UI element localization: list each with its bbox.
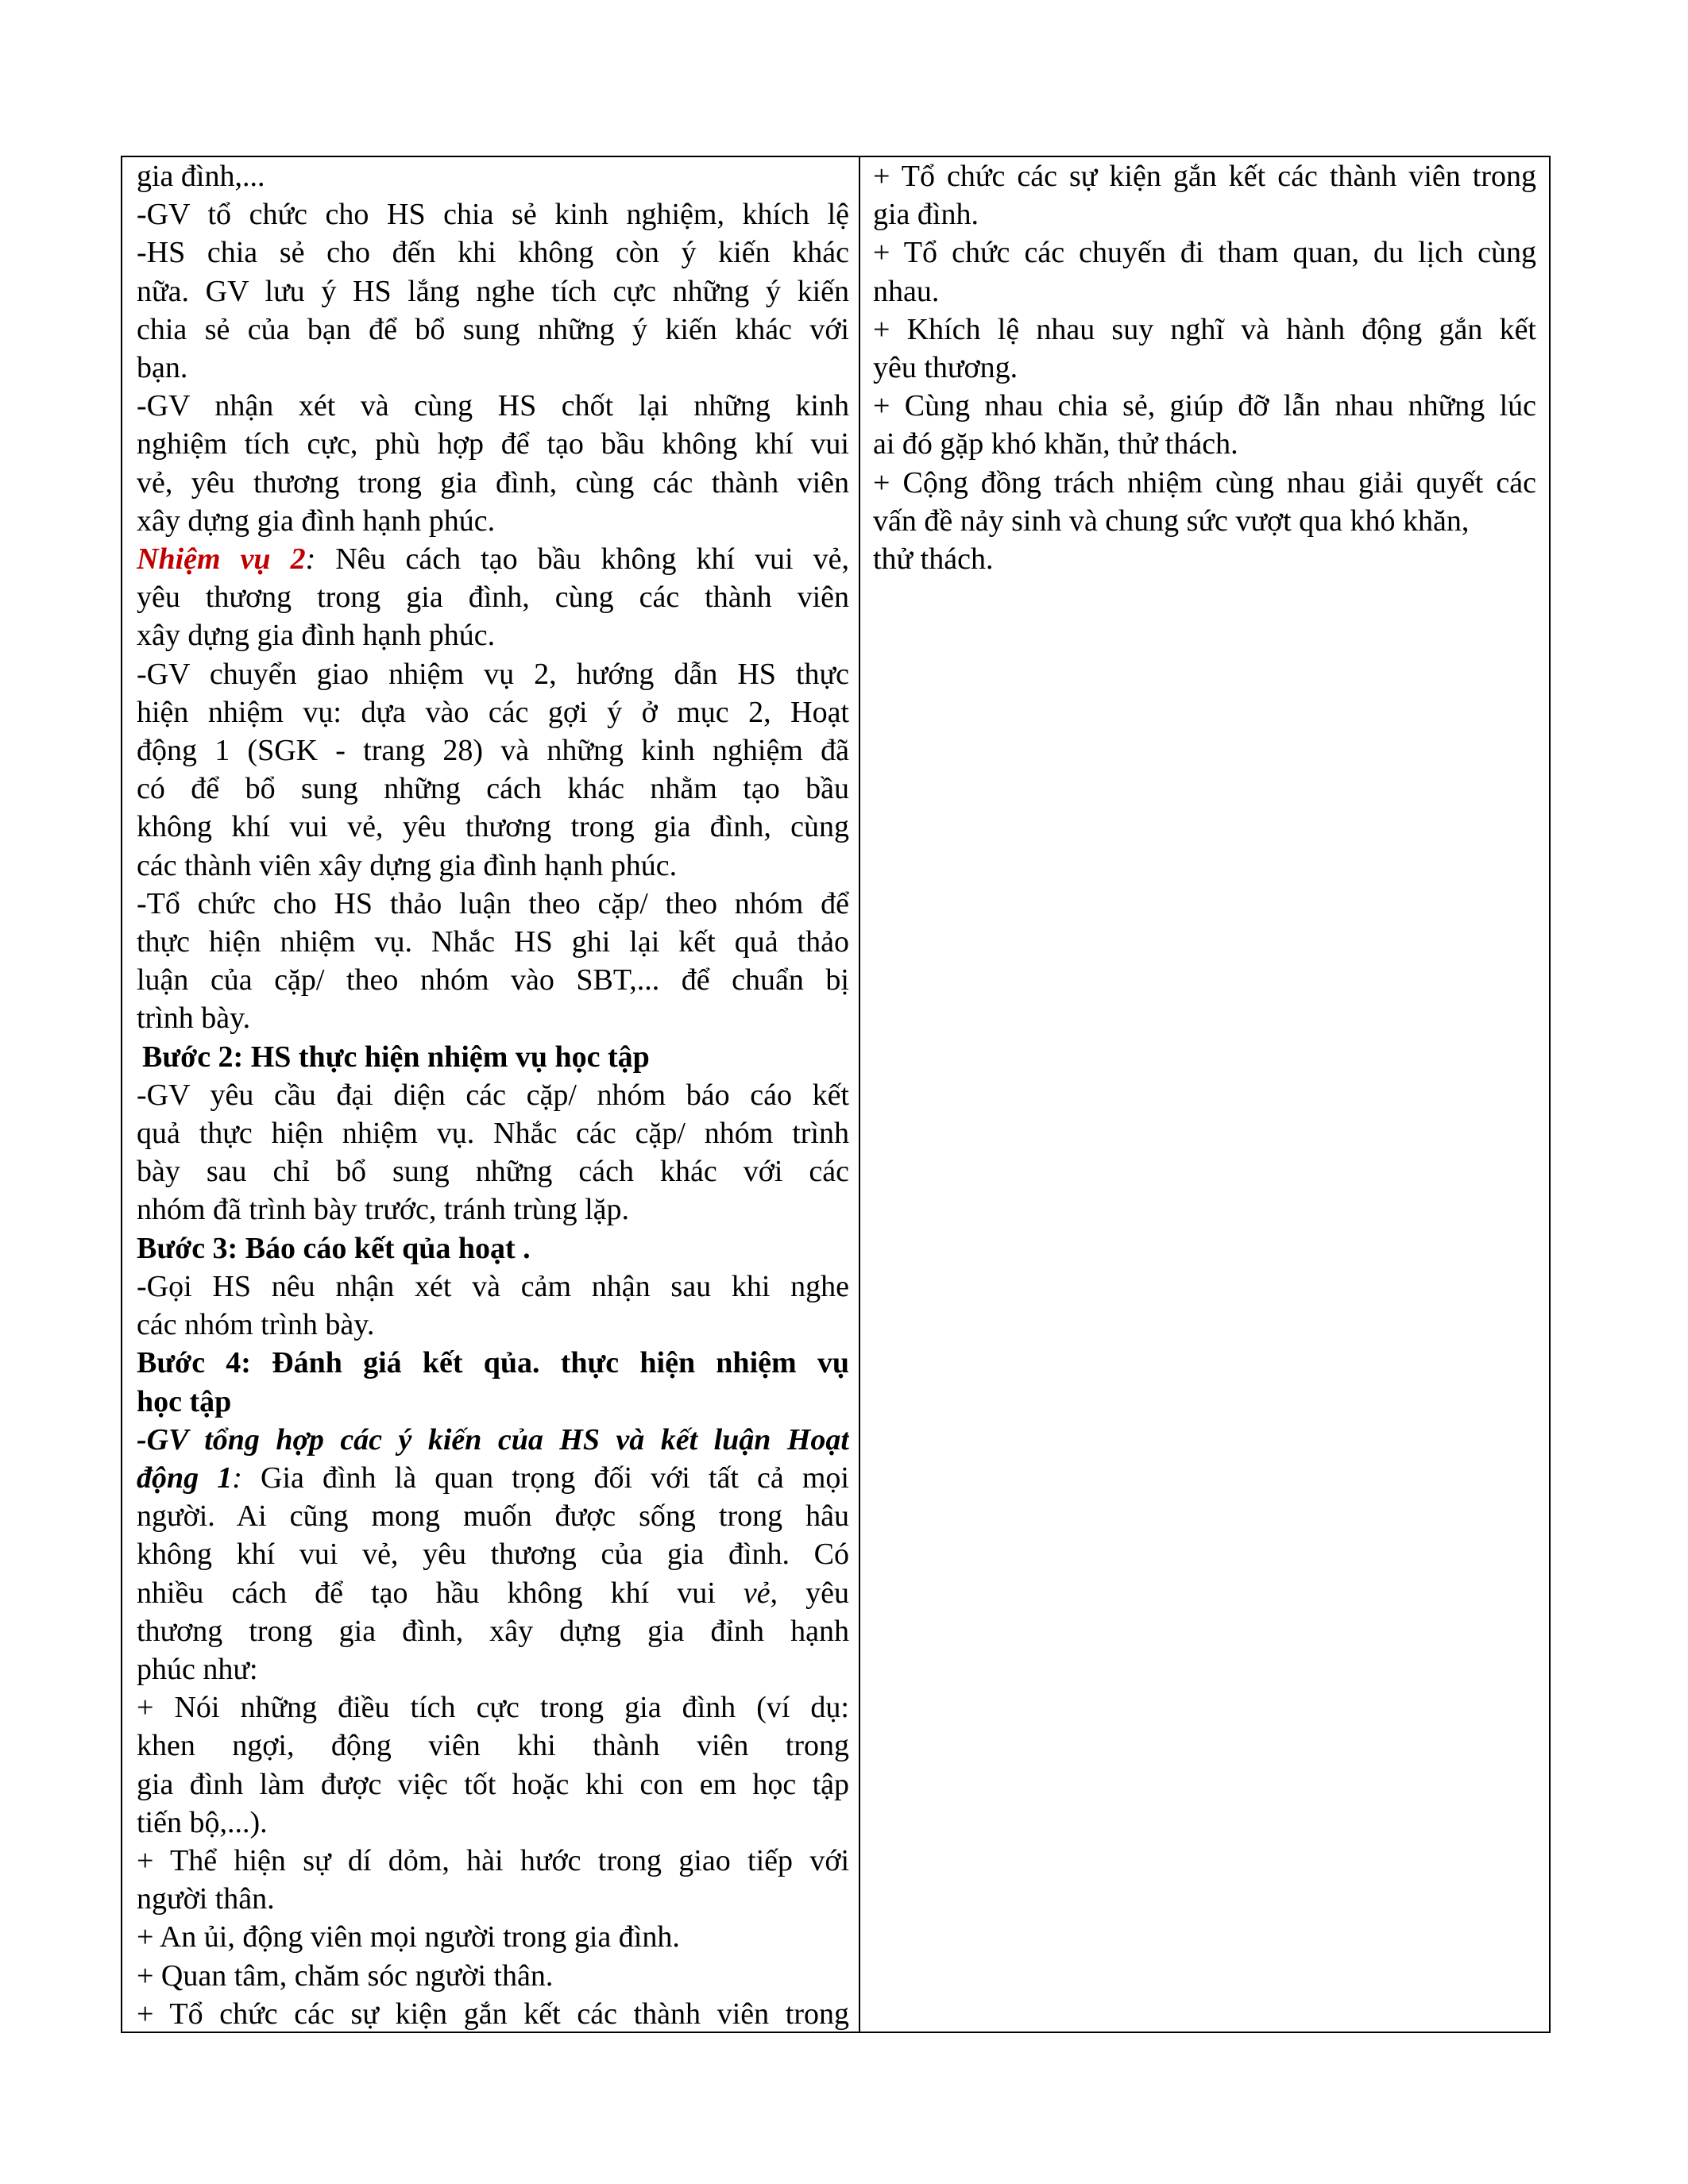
- task-2-colon: :: [305, 542, 316, 577]
- text-line: có để bổ sung những cách khác nhằm tạo bầu: [137, 772, 849, 806]
- right-column: [860, 157, 1549, 2032]
- text-line: quả thực hiện nhiệm vụ. Nhắc các cặp/ nhóm trình: [137, 1117, 849, 1151]
- text-line: xây dựng gia đình hạnh phúc.: [137, 619, 496, 653]
- text-line: -HS chia sẻ cho đến khi không còn ý kiến khác: [137, 236, 849, 270]
- text-line: + Thể hiện sự dí dỏm, hài hước trong giao tiếp với: [137, 1843, 849, 1877]
- task-2-text: Nêu cách tạo bầu không khí vui vẻ,: [315, 542, 849, 577]
- text-line: tiến bộ,...).: [137, 1805, 268, 1839]
- text-line: trình bày.: [137, 1001, 251, 1036]
- text-line: + Cùng nhau chia sẻ, giúp đỡ lẫn nhau những lúc: [873, 389, 1536, 423]
- text-line: -Gọi HS nêu nhận xét và cảm nhận sau khi nghe: [137, 1269, 849, 1303]
- text-line: ai đó gặp khó khăn, thử thách.: [873, 427, 1238, 461]
- step-4-heading: Bước 4: Đánh giá kết qủa. thực hiện nhiệm vụ: [137, 1346, 849, 1380]
- text-line: không khí vui vẻ, yêu thương của gia đình. Có: [137, 1538, 849, 1572]
- text-line: + Khích lệ nhau suy nghĩ và hành động gắn kết: [873, 312, 1536, 346]
- text-line: + Quan tâm, chăm sóc người thân.: [137, 1958, 554, 1993]
- text-line: hiện nhiệm vụ: dựa vào các gợi ý ở mục 2, Hoạt: [137, 695, 849, 729]
- task-2-line: [137, 540, 849, 578]
- text-line: + Tổ chức các sự kiện gắn kết các thành viên trong: [137, 1997, 849, 2031]
- task-2-label: Nhiệm vụ 2: [137, 542, 306, 577]
- step-2-heading: Bước 2: HS thực hiện nhiệm vụ học tập: [142, 1040, 650, 1074]
- text-line: + Tổ chức các sự kiện gắn kết các thành viên trong: [873, 160, 1536, 193]
- text-line: khen ngợi, động viên khi thành viên trong: [137, 1729, 849, 1763]
- lesson-table: [121, 156, 1551, 2033]
- text-line: luận của cặp/ theo nhóm vào SBT,... để chuẩn bị: [137, 963, 849, 997]
- text-line: xây dựng gia đình hạnh phúc.: [137, 504, 496, 538]
- text-line: không khí vui vẻ, yêu thương trong gia đình, cùng: [137, 810, 849, 844]
- text-line: nhóm đã trình bày trước, tránh trùng lặp.: [137, 1193, 630, 1227]
- text-segment: yêu: [778, 1576, 849, 1610]
- text-line: người thân.: [137, 1882, 275, 1916]
- text-line: vẻ, yêu thương trong gia đình, cùng các thành viên: [137, 465, 849, 500]
- text-line: -Tổ chức cho HS thảo luận theo cặp/ theo nhóm để: [137, 886, 849, 920]
- text-line: -GV tổ chức cho HS chia sẻ kinh nghiệm, khích lệ: [137, 198, 849, 232]
- activity-1-colon: :: [232, 1461, 242, 1495]
- text-segment: nhiều cách để tạo hầu không khí vui: [137, 1576, 744, 1610]
- text-line: các thành viên xây dựng gia đình hạnh phúc.: [137, 848, 678, 882]
- text-line: người. Ai cũng mong muốn được sống trong hâu: [137, 1499, 849, 1534]
- conclusion-heading: -GV tổng hợp các ý kiến của HS và kết luận Hoạt: [137, 1422, 849, 1457]
- text-line: -GV yêu cầu đại diện các cặp/ nhóm báo cáo kết: [137, 1078, 849, 1112]
- conclusion-text: Gia đình là quan trọng đối với tất cả mọi: [241, 1461, 849, 1495]
- text-line: nhau.: [873, 274, 940, 308]
- left-column: [122, 157, 860, 2032]
- step-3-heading: Bước 3: Báo cáo kết qủa hoạt .: [137, 1231, 531, 1265]
- text-line: + An ủi, động viên mọi người trong gia đình.: [137, 1920, 680, 1954]
- text-line: thương trong gia đình, xây dựng gia đỉnh hạnh: [137, 1614, 849, 1648]
- text-line: -GV nhận xét và cùng HS chốt lại những kinh: [137, 389, 849, 423]
- text-line: phúc như:: [137, 1652, 258, 1686]
- italic-segment: vẻ,: [743, 1576, 778, 1610]
- text-line: [137, 1574, 849, 1612]
- text-line: thử thách.: [873, 542, 994, 577]
- text-line: yêu thương.: [873, 351, 1018, 385]
- text-line: gia đình.: [873, 198, 979, 232]
- conclusion-line: [137, 1459, 849, 1497]
- text-line: nữa. GV lưu ý HS lắng nghe tích cực những ý kiến: [137, 274, 849, 308]
- step-4-heading-cont: học tập: [137, 1384, 232, 1418]
- text-line: + Tổ chức các chuyến đi tham quan, du lịch cùng: [873, 236, 1536, 270]
- text-line: vấn đề nảy sinh và chung sức vượt qua khó khăn,: [873, 504, 1470, 538]
- text-line: bạn.: [137, 351, 188, 385]
- text-line: bày sau chỉ bổ sung những cách khác với các: [137, 1155, 849, 1189]
- text-line: + Cộng đồng trách nhiệm cùng nhau giải quyết các: [873, 465, 1536, 500]
- text-line: yêu thương trong gia đình, cùng các thành viên: [137, 581, 849, 615]
- text-line: các nhóm trình bày.: [137, 1308, 375, 1342]
- text-line: gia đình,...: [137, 160, 265, 193]
- text-line: + Nói những điều tích cực trong gia đình (ví dụ:: [137, 1691, 849, 1725]
- text-line: nghiệm tích cực, phù hợp để tạo bầu không khí vui: [137, 427, 849, 461]
- text-line: thực hiện nhiệm vụ. Nhắc HS ghi lại kết quả thảo: [137, 925, 849, 959]
- text-line: gia đình làm được việc tốt hoặc khi con em học tập: [137, 1767, 849, 1801]
- activity-1-label: động 1: [137, 1461, 233, 1495]
- text-line: chia sẻ của bạn để bổ sung những ý kiến khác với: [137, 312, 849, 346]
- text-line: động 1 (SGK - trang 28) và những kinh nghiệm đã: [137, 734, 849, 768]
- text-line: -GV chuyển giao nhiệm vụ 2, hướng dẫn HS thực: [137, 657, 849, 691]
